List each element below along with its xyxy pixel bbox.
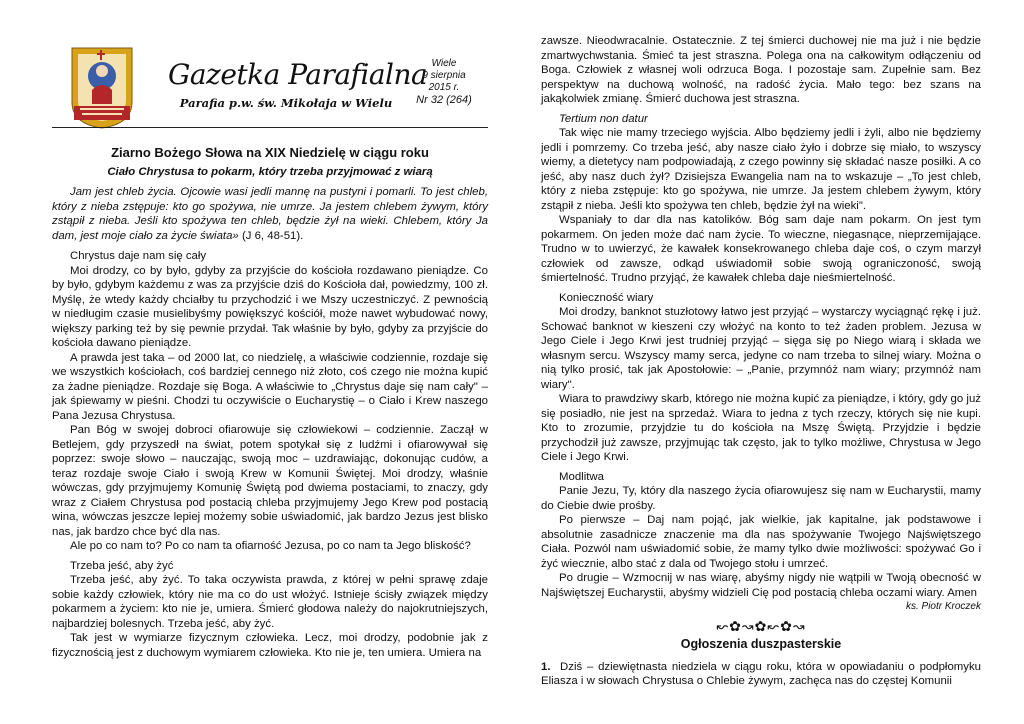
announcements-heading: Ogłoszenia duszpasterskie [680,637,842,651]
announcement-text: Dziś – dziewiętnasta niedziela w ciągu roku, która w opowiadaniu o podpłomyku Eliasza i w słowach Chrystusa o Chlebie żywym, zachęca nas do częstej Komunii [541,660,981,687]
paragraph: Panie Jezu, Ty, który dla naszego życia ofiarowujesz się nam w Eucharystii, mamy do Ciebie dwie prośby. [541,485,981,512]
paragraph: Pan Bóg w swojej dobroci ofiarowuje się człowiekowi – codziennie. Zaczął w Betlejem, gdy przyszedł na świat, potem spotykał się z ludźmi i ofiarowywał się poprzez: swoje słowo – nauczając, swoją moc – uzdrawiając, dokonując cudów, a teraz rozdaje swoje Ciało i swoją Krew w Komunii Świętej. Moi drodzy, właśnie wówczas, gdy przyjmujemy Komunię Świętą pod dwiema postaciami, to znaczy, gdy wraz z Ciałem Chrystusa pod postacią chleba przyjmujemy Jego Krew pod postacią wina, wówczas jeszcze lepiej możemy sobie uświadomić, jak bardzo Jezus jest blisko nas, jak bardzo chce być dla nas. [52,424,488,538]
section-title: Tertium non datur [559,112,648,125]
paragraph: zawsze. Nieodwracalnie. Ostatecznie. Z tej śmierci duchowej nie ma już i nie będzie zmartwychwstania. Śmieć ta jest straszna. Polega ona na całkowitym odłączeniu od Boga. Człowiek z własnej woli odrzuca Boga. I pozostaje sam. Zupełnie sam. Bez perspektyw na duchową wolność, na radość życia. Mało tego: bez szans na jakąkolwiek zmianę. Śmierć duchowa jest straszna. [541,35,981,105]
issue-date: 9 sierpnia [422,70,466,81]
paragraph: Trzeba jeść, aby żyć. To taka oczywista prawda, z której w pełni sprawę zdaje sobie każdy człowiek, który nie ma co do ust włożyć. Istnieje ścisły związek między pokarmem a życiem: kto nie je, umiera. Śmierć głodowa należy do najokrutniejszych, najbardziej bolesnych. Trzeba jeść, aby żyć. [52,574,488,630]
article-lead: Ciało Chrystusa to pokarm, który trzeba przyjmować z wiarą [107,165,433,178]
paragraph: Moi drodzy, banknot stuzłotowy łatwo jest przyjąć – wystarczy wyciągnąć rękę i już. Schować banknot w kieszeni czy włożyć na konto to też żaden problem. Jezusa w Jego Ciele i Jego Krwi jest trudniej przyjąć – sięga się po Niego wiarą i składa we własnym sercu. Wszyscy mamy serca, jedyne co nam trzeba to silnej wiary. Można o nią tylko prosić, tak jak Apostołowie: – „Panie, przymnóż nam wiary; przymnóż nam wiary". [541,306,981,391]
gospel-quote [52,185,488,243]
newsletter-title: Gazetka Parafialna [168,58,428,91]
paragraph: A prawda jest taka – od 2000 lat, co niedzielę, a właściwie codziennie, rozdaje się we wszystkich kościołach, coś bardziej cennego niż złoto, coś czego nie można kupić za żadne pieniądze. Rozdaje się Boga. A właściwie to „Chrystus daje się nam cały" – jak śpiewamy w pieśni. Chodzi tu oczywiście o Eucharystię – o Ciało i Krew naszego Pana Jezusa Chrystusa. [52,351,488,422]
paragraph: Ale po co nam to? Po co nam ta ofiarność Jezusa, po co nam ta Jego bliskość? [70,540,471,552]
issue-place: Wiele [431,58,457,69]
section-title: Trzeba jeść, aby żyć [70,559,174,572]
paragraph: Wspaniały to dar dla nas katolików. Bóg sam daje nam pokarm. On jest tym pokarmem. On jeden może dać nam życie. To wieczne, niegasnące, nieprzemijające. Trudno w to uwierzyć, że kawałek konsekrowanego chleba daje coś, o czym marzył człowiek od zawsze, odkąd uświadomił sobie swoją ograniczoność, swoją śmiertelność. Trudno przyjąć, że kawałek chleba daje nieśmiertelność. [541,214,981,284]
gospel-quote-text: Jam jest chleb życia. Ojcowie wasi jedli mannę na pustyni i pomarli. To jest chleb, który z nieba zstępuje: kto go spożywa, nie umrze. Ja jestem chlebem żywym, który zstąpił z nieba. Jeśli kto spożywa ten chleb, będzie żył na wieki. Chlebem, który Ja dam, jest moje ciało za życie świata» [52,186,488,242]
paragraph: Tak więc nie mamy trzeciego wyjścia. Albo będziemy jedli i żyli, albo nie będziemy jedli i pomrzemy. Co trzeba jeść, aby nasze ciało żyło i dobrze się miało, to wszyscy wiemy, a dietetycy nam podpowiadają, z czego powinny się składać nasze posiłki. A co jeść, aby nasz duch żył? Dzisiejsza Ewangelia nam na to wskazuje – „To jest chleb, który z nieba zstępuje: kto go spożywa, nie umrze. Ja jestem chlebem żywym, który zstąpił z nieba. Jeśli kto spożywa ten chleb, będzie żył na wieki". [541,127,981,212]
header-divider [52,127,488,128]
issue-year: 2015 r. [428,82,460,93]
section-title: Modlitwa [559,470,604,483]
right-column [541,34,981,689]
announcement-item [541,660,981,689]
paragraph: Moi drodzy, co by było, gdyby za przyjście do kościoła rozdawano pieniądze. Co by było, gdybym każdemu z was za przyjście dziś do Kościoła dał, powiedzmy, 100 zł. Myślę, że wtedy każdy chciałby tu przychodzić i we Mszy uczestniczyć. Z pewnością w niedługim czasie musielibyśmy powiększyć kościół, może nawet wybudować nowy, większy parking też by się pewnie przydał. Tak właśnie by było, gdyby za przyjście do kościoła dawano pieniądze. [52,264,488,349]
announcement-number: 1. [541,660,551,673]
newsletter-subtitle: Parafia p.w. św. Mikołaja w Wielu [179,96,393,110]
paragraph: Po drugie – Wzmocnij w nas wiarę, abyśmy nigdy nie wątpili w Twoją obecność w Najświętszej Eucharystii, abyśmy widzieli Cię pod postacią chleba oczami wiary. Amen [541,572,981,599]
section-title: Chrystus daje nam się cały [70,250,207,262]
paragraph: Po pierwsze – Daj nam pojąć, jak wielkie, jak kapitalne, jak podstawowe i absolutnie zasadnicze znaczenie ma dla nas spożywanie Twojego Najświętszego Ciała. Pozwól nam uświadomić sobie, że mamy tylko dwie możliwości: spożywać Go i żyć wiecznie, albo stać z dala od Twojego stołu i umrzeć. [541,514,981,570]
issue-number: Nr 32 (264) [416,94,472,106]
section-title: Konieczność wiary [559,291,654,304]
paragraph: Tak jest w wymiarze fizycznym człowieka. Lecz, moi drodzy, podobnie jak z fizycznością jest z duchowym wymiarem człowieka. Kto nie je, ten umiera. Umiera na [52,632,488,659]
ornament-divider: ↜✿↝✿↜✿↝ [716,617,806,634]
gospel-quote-ref: (J 6, 48-51). [241,229,304,242]
left-column [52,146,488,660]
author-signature: ks. Piotr Kroczek [905,601,981,612]
parish-logo-icon [64,44,140,130]
article-heading: Ziarno Bożego Słowa na XIX Niedzielę w ciągu roku [111,145,429,160]
issue-info [412,58,476,106]
paragraph: Wiara to prawdziwy skarb, którego nie można kupić za pieniądze, i który, gdy go już się posiadło, nie jest na sprzedaż. Wiara to jedna z tych rzeczy, których się nie kupi. Kto to zrozumie, przyjdzie tu do kościoła na Mszę Świętą. Przyjdzie i będzie przychodził już zawsze, przyjmując tak często, jak to tylko możliwe, Chrystusa w Jego Ciele i Jego Krwi. [541,393,981,463]
